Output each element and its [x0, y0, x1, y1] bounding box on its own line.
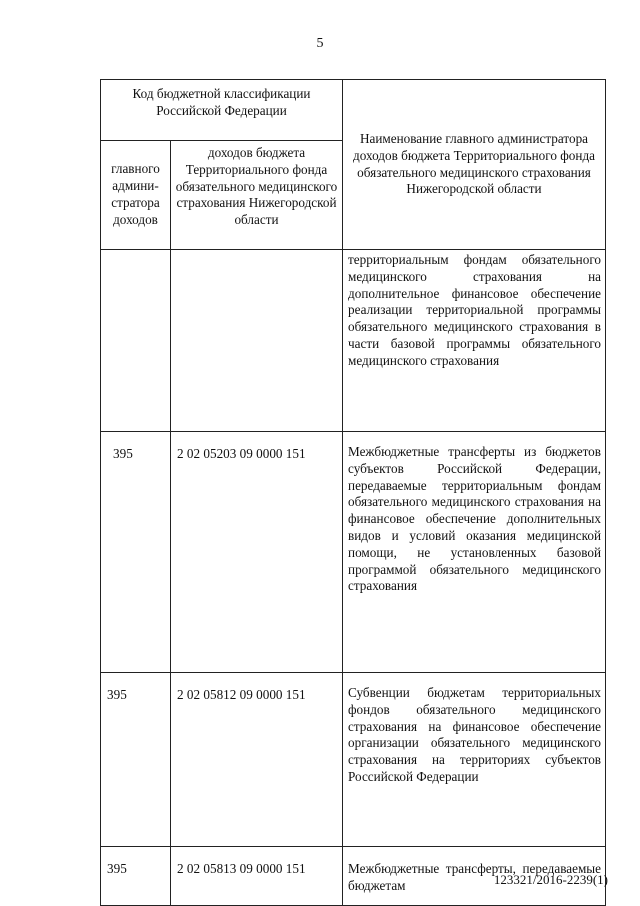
description-cell: Межбюджетные трансферты, передаваемые бюджетам: [343, 847, 606, 906]
table-row: [101, 250, 606, 432]
header-code-group: Код бюджетной классификации Российской Федерации: [101, 80, 343, 141]
admin-code-cell: 395: [101, 847, 171, 906]
income-code-cell: 2 02 05812 09 0000 151: [171, 673, 343, 847]
income-code-cell: [171, 250, 343, 432]
description-cell: Субвенции бюджетам территориальных фондов обязательного медицинского страхования на финансовое обеспечение организации обязательного медицинского страхования на территориях субъектов Российской Федерации: [343, 673, 606, 847]
header-budget-income: доходов бюджета Территориального фонда обязательного медицинского страхования Нижегородской области: [171, 141, 343, 250]
admin-code-cell: [101, 250, 171, 432]
admin-code-cell: 395: [101, 432, 171, 673]
table-row: [101, 673, 606, 847]
income-code-cell: 2 02 05203 09 0000 151: [171, 432, 343, 673]
page-number: 5: [316, 36, 324, 51]
table-row: [101, 432, 606, 673]
description-cell: Межбюджетные трансферты из бюджетов субъектов Российской Федерации, передаваемые территориальным фондам обязательного медицинского страхования на финансовое обеспечение дополнительных видов и условий оказания медицинской помощи, не установленных базовой программой обязательного медицинского страхования: [343, 432, 606, 673]
header-administrator-name: Наименование главного администратора доходов бюджета Территориального фонда обязательного медицинского страхования Нижегородской области: [343, 80, 606, 250]
admin-code-cell: 395: [101, 673, 171, 847]
header-main-administrator: главного админи-стратора доходов: [101, 141, 171, 250]
description-cell: территориальным фондам обязательного медицинского страхования на дополнительное финансовое обеспечение реализации территориальной программы обязательного медицинского страхования в части базовой программы обязательного медицинского страхования: [343, 250, 606, 432]
document-code: 123321/2016-2239(1): [493, 872, 608, 887]
budget-classification-table: [100, 79, 606, 906]
income-code-cell: 2 02 05813 09 0000 151: [171, 847, 343, 906]
